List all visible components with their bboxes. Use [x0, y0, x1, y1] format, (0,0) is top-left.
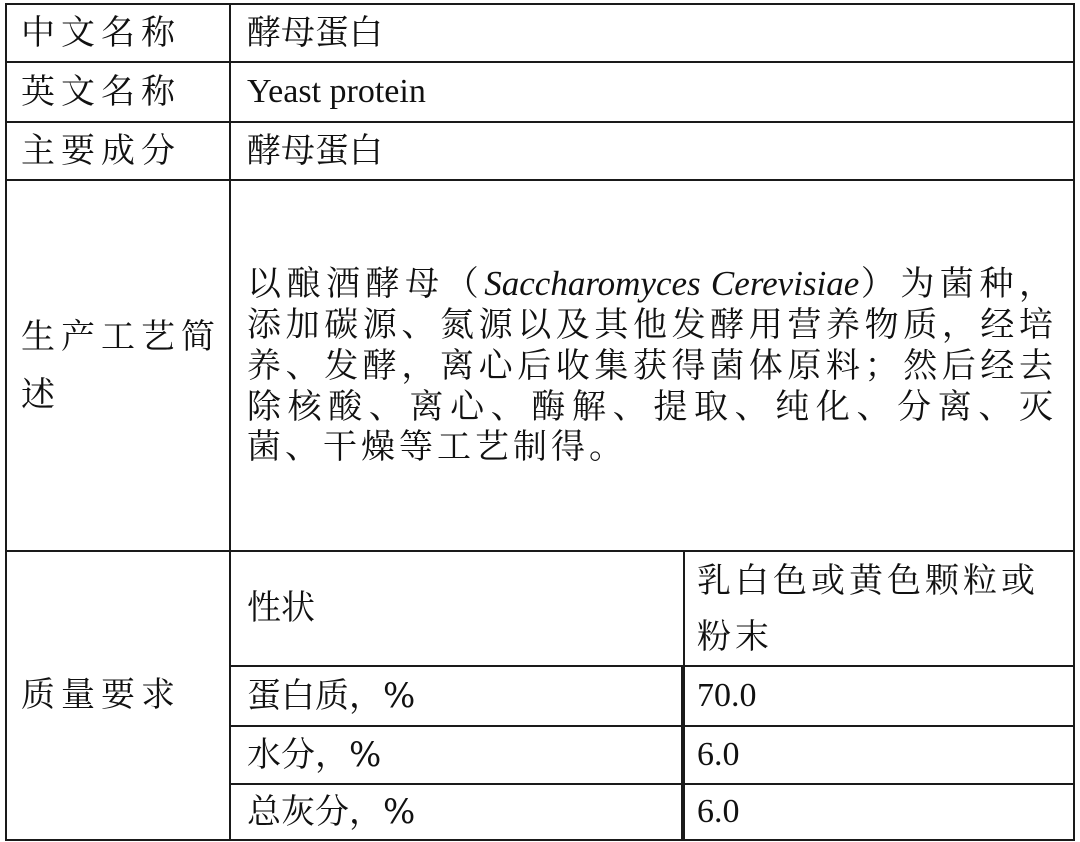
- quality-item-value: 乳白色或黄色颗粒或粉末: [684, 551, 1074, 666]
- quality-item-name: 总灰分，%: [230, 784, 682, 840]
- process-description: [230, 180, 1074, 551]
- process-text-after: ）为菌种，添加碳源、氮源以及其他发酵用营养物质，经培养、发酵，离心后收集获得菌体原料；然后经去除核酸、离心、酶解、提取、纯化、分离、灭菌、干燥等工艺制得。: [247, 263, 1058, 468]
- main-component-label: 主要成分: [6, 122, 230, 180]
- quality-item-name: 水分，%: [230, 726, 682, 784]
- quality-item-name: 蛋白质，%: [230, 666, 682, 726]
- chinese-name-value: 酵母蛋白: [230, 4, 1074, 62]
- english-name-value: Yeast protein: [230, 62, 1074, 122]
- quality-label: 质量要求: [6, 551, 230, 840]
- process-latin-name: Saccharomyces Cerevisiae: [484, 263, 860, 303]
- table-row: [6, 122, 1074, 180]
- quality-item-name: 性状: [230, 551, 684, 666]
- product-spec-table: [5, 3, 1075, 841]
- process-label: 生产工艺简述: [6, 180, 230, 551]
- main-component-value: 酵母蛋白: [230, 122, 1074, 180]
- quality-item-value: 70.0: [684, 666, 1074, 726]
- chinese-name-label: 中文名称: [6, 4, 230, 62]
- english-name-label: 英文名称: [6, 62, 230, 122]
- table-row: [6, 62, 1074, 122]
- table-row: [6, 551, 1074, 666]
- quality-item-value: 6.0: [684, 726, 1074, 784]
- table-row: [6, 4, 1074, 62]
- quality-item-value: 6.0: [684, 784, 1074, 840]
- table-row: [6, 180, 1074, 551]
- process-text-before: 以酿酒酵母（: [247, 263, 485, 304]
